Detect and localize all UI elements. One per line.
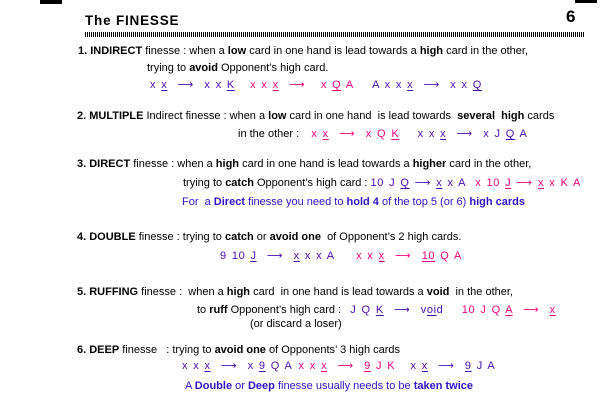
card-char-underlined: Q — [472, 79, 482, 91]
section-1-subline — [147, 62, 328, 75]
text-segment: finesse : trying to — [135, 231, 225, 243]
card-char-underlined: K — [391, 128, 400, 140]
text-segment: or — [232, 380, 248, 392]
text-segment: Q A — [435, 250, 462, 262]
text-segment: ⟶ — [512, 304, 550, 316]
text-segment: ⟶ — [511, 177, 538, 189]
text-segment: low — [227, 45, 247, 57]
text-segment: d — [436, 304, 444, 316]
section-3-subline-card-examples — [183, 177, 581, 190]
text-segment: in the other, — [449, 286, 513, 298]
text-segment: x — [410, 360, 422, 372]
text-segment — [466, 177, 475, 189]
text-segment: ⟶ — [256, 250, 294, 262]
text-segment: ⟶ x Q — [328, 128, 392, 140]
text-segment: taken twice — [413, 380, 474, 392]
page-number: 6 — [566, 7, 576, 26]
card-char-underlined: K — [375, 304, 384, 316]
text-segment: 9 10 — [220, 250, 251, 262]
text-segment: finesse you need to — [244, 196, 347, 208]
text-segment: ⟶ — [409, 177, 437, 189]
section-5-heading — [77, 286, 513, 299]
text-segment: finesse : trying to — [119, 344, 215, 356]
card-char-underlined: J — [505, 177, 512, 189]
text-segment: in the other : — [238, 128, 312, 140]
section-4-heading — [77, 231, 461, 244]
text-segment: higher — [412, 158, 447, 170]
text-segment: to — [197, 304, 210, 316]
text-segment: or — [253, 231, 270, 243]
text-segment: avoid one — [214, 344, 266, 356]
text-segment: of the top 5 (or 6) — [378, 196, 470, 208]
text-segment: 10 J — [370, 177, 401, 189]
text-segment: 10 J Q — [461, 304, 506, 316]
section-6-heading — [77, 344, 400, 357]
text-segment: x x — [298, 360, 322, 372]
card-char-underlined: A — [505, 304, 513, 316]
text-segment: ⟶ x — [278, 79, 333, 91]
text-segment: finesse : when a — [130, 158, 216, 170]
card-char-underlined: x — [293, 250, 300, 262]
text-segment: ⟶ v — [383, 304, 427, 316]
top-left-binding-mark — [40, 0, 62, 4]
text-segment: catch — [224, 231, 254, 243]
text-segment — [235, 79, 250, 91]
text-segment: cards — [524, 110, 555, 122]
text-segment: several high — [457, 110, 525, 122]
text-segment: card in one hand is lead towards a — [246, 45, 420, 57]
text-segment: x x — [182, 360, 205, 372]
text-segment: high — [226, 286, 251, 298]
text-segment — [443, 304, 461, 316]
text-segment: 2. MULTIPLE — [77, 110, 144, 122]
text-segment: high — [419, 45, 444, 57]
card-char-underlined: x — [407, 79, 414, 91]
text-segment: ⟶ x — [210, 360, 259, 372]
text-segment: avoid one — [269, 231, 321, 243]
section-5-parenthetical — [250, 318, 342, 331]
text-segment: x x A — [299, 250, 335, 262]
text-segment — [354, 79, 372, 91]
section-6-note — [185, 380, 473, 393]
section-3-heading — [77, 158, 531, 171]
card-char-underlined: J — [250, 250, 257, 262]
text-segment: J Q — [350, 304, 376, 316]
card-char-underlined: x — [549, 304, 556, 316]
card-char-underlined: x — [321, 360, 328, 372]
section-1-heading — [78, 45, 528, 58]
text-segment: ⟶ — [427, 360, 465, 372]
card-char-underlined: x — [436, 177, 443, 189]
card-char-underlined: 10 — [421, 250, 436, 262]
text-segment: trying to — [183, 177, 226, 189]
text-segment: high cards — [469, 196, 526, 208]
text-segment: card in one hand is lead towards a — [250, 286, 427, 298]
card-char-underlined: Q — [332, 79, 342, 91]
text-segment: 1. INDIRECT — [78, 45, 143, 57]
text-segment: 3. DIRECT — [77, 158, 131, 170]
text-segment: high — [215, 158, 240, 170]
text-segment: x x — [417, 128, 441, 140]
text-segment: of Opponent’s 2 high cards. — [320, 231, 462, 243]
text-segment: ⟶ x J — [446, 128, 506, 140]
card-char-underlined: x — [272, 79, 279, 91]
text-segment: Opponent’s high card. — [217, 62, 329, 74]
card-char-underlined: Q — [400, 177, 410, 189]
card-char-underlined: 9 — [464, 360, 472, 372]
text-segment: A x x — [372, 79, 408, 91]
text-segment: 4. DOUBLE — [77, 231, 136, 243]
text-segment: trying to — [147, 62, 190, 74]
top-right-binding-mark — [575, 0, 597, 3]
card-char-underlined: x — [421, 360, 428, 372]
section-2-heading — [77, 110, 554, 123]
text-segment — [399, 128, 417, 140]
text-segment: ⟶ x x — [413, 79, 473, 91]
text-segment: low — [268, 110, 287, 122]
card-char-underlined: x — [322, 128, 329, 140]
card-char-underlined: 9 — [364, 360, 371, 372]
text-segment: A — [185, 380, 195, 392]
text-segment: card in one hand is lead towards a — [239, 158, 413, 170]
text-segment: Opponent’s high card : — [253, 177, 371, 189]
text-segment: x — [311, 128, 323, 140]
text-segment — [335, 250, 356, 262]
text-segment: finesse usually needs to be — [274, 380, 414, 392]
text-segment: of Opponents’ 3 high cards — [265, 344, 401, 356]
text-segment: Double — [194, 380, 233, 392]
text-segment: catch — [225, 177, 254, 189]
title-underline-hatch — [85, 32, 585, 37]
text-segment: ⟶ — [384, 250, 422, 262]
text-segment: A — [514, 128, 528, 140]
text-segment: finesse : when a — [142, 45, 228, 57]
text-segment: card in the other, — [446, 158, 532, 170]
section-4-card-examples — [220, 250, 462, 263]
text-segment: 6. DEEP — [77, 344, 120, 356]
text-segment: avoid — [189, 62, 218, 74]
text-segment: card in the other, — [443, 45, 529, 57]
text-segment: 5. RUFFING — [77, 286, 139, 298]
section-6-card-examples — [182, 360, 495, 373]
text-segment: For a — [182, 196, 214, 208]
card-char-underlined: K — [226, 79, 235, 91]
section-5-subline-card-examples — [197, 304, 556, 317]
text-segment: x x — [356, 250, 379, 262]
text-segment: (or discard a loser) — [250, 318, 342, 330]
section-1-card-examples — [150, 79, 482, 92]
text-segment: hold 4 — [346, 196, 379, 208]
card-char-underlined: Q — [505, 128, 515, 140]
text-segment: A — [341, 79, 354, 91]
text-segment: x x — [250, 79, 273, 91]
card-char-underlined: x — [378, 250, 385, 262]
section-3-note — [182, 196, 525, 209]
text-segment: x K A — [544, 177, 581, 189]
text-segment: ⟶ — [327, 360, 365, 372]
text-segment: Indirect finesse : when a — [143, 110, 269, 122]
card-char-underlined: x — [440, 128, 447, 140]
card-char-underlined: x — [537, 177, 545, 189]
page-title: The FINESSE — [85, 13, 180, 28]
section-2-card-examples — [238, 128, 527, 141]
text-segment: Deep — [247, 380, 275, 392]
card-char-underlined: 9 — [258, 360, 266, 372]
text-segment: Opponent’s high card : — [227, 304, 351, 316]
text-segment: Direct — [213, 196, 245, 208]
text-segment — [395, 360, 410, 372]
text-segment: void — [426, 286, 450, 298]
text-segment: ruff — [209, 304, 228, 316]
text-segment: card in one hand is lead towards — [286, 110, 458, 122]
text-segment: Q A — [265, 360, 293, 372]
card-char-underlined: oi — [426, 304, 437, 316]
text-segment: finesse : when a — [138, 286, 227, 298]
text-segment: x — [150, 79, 162, 91]
text-segment: J K — [370, 360, 396, 372]
text-segment: ⟶ x x — [167, 79, 227, 91]
text-segment: x A — [442, 177, 467, 189]
card-char-underlined: x — [204, 360, 211, 372]
text-segment: J A — [471, 360, 496, 372]
text-segment: x 10 — [475, 177, 506, 189]
card-char-underlined: x — [161, 79, 168, 91]
